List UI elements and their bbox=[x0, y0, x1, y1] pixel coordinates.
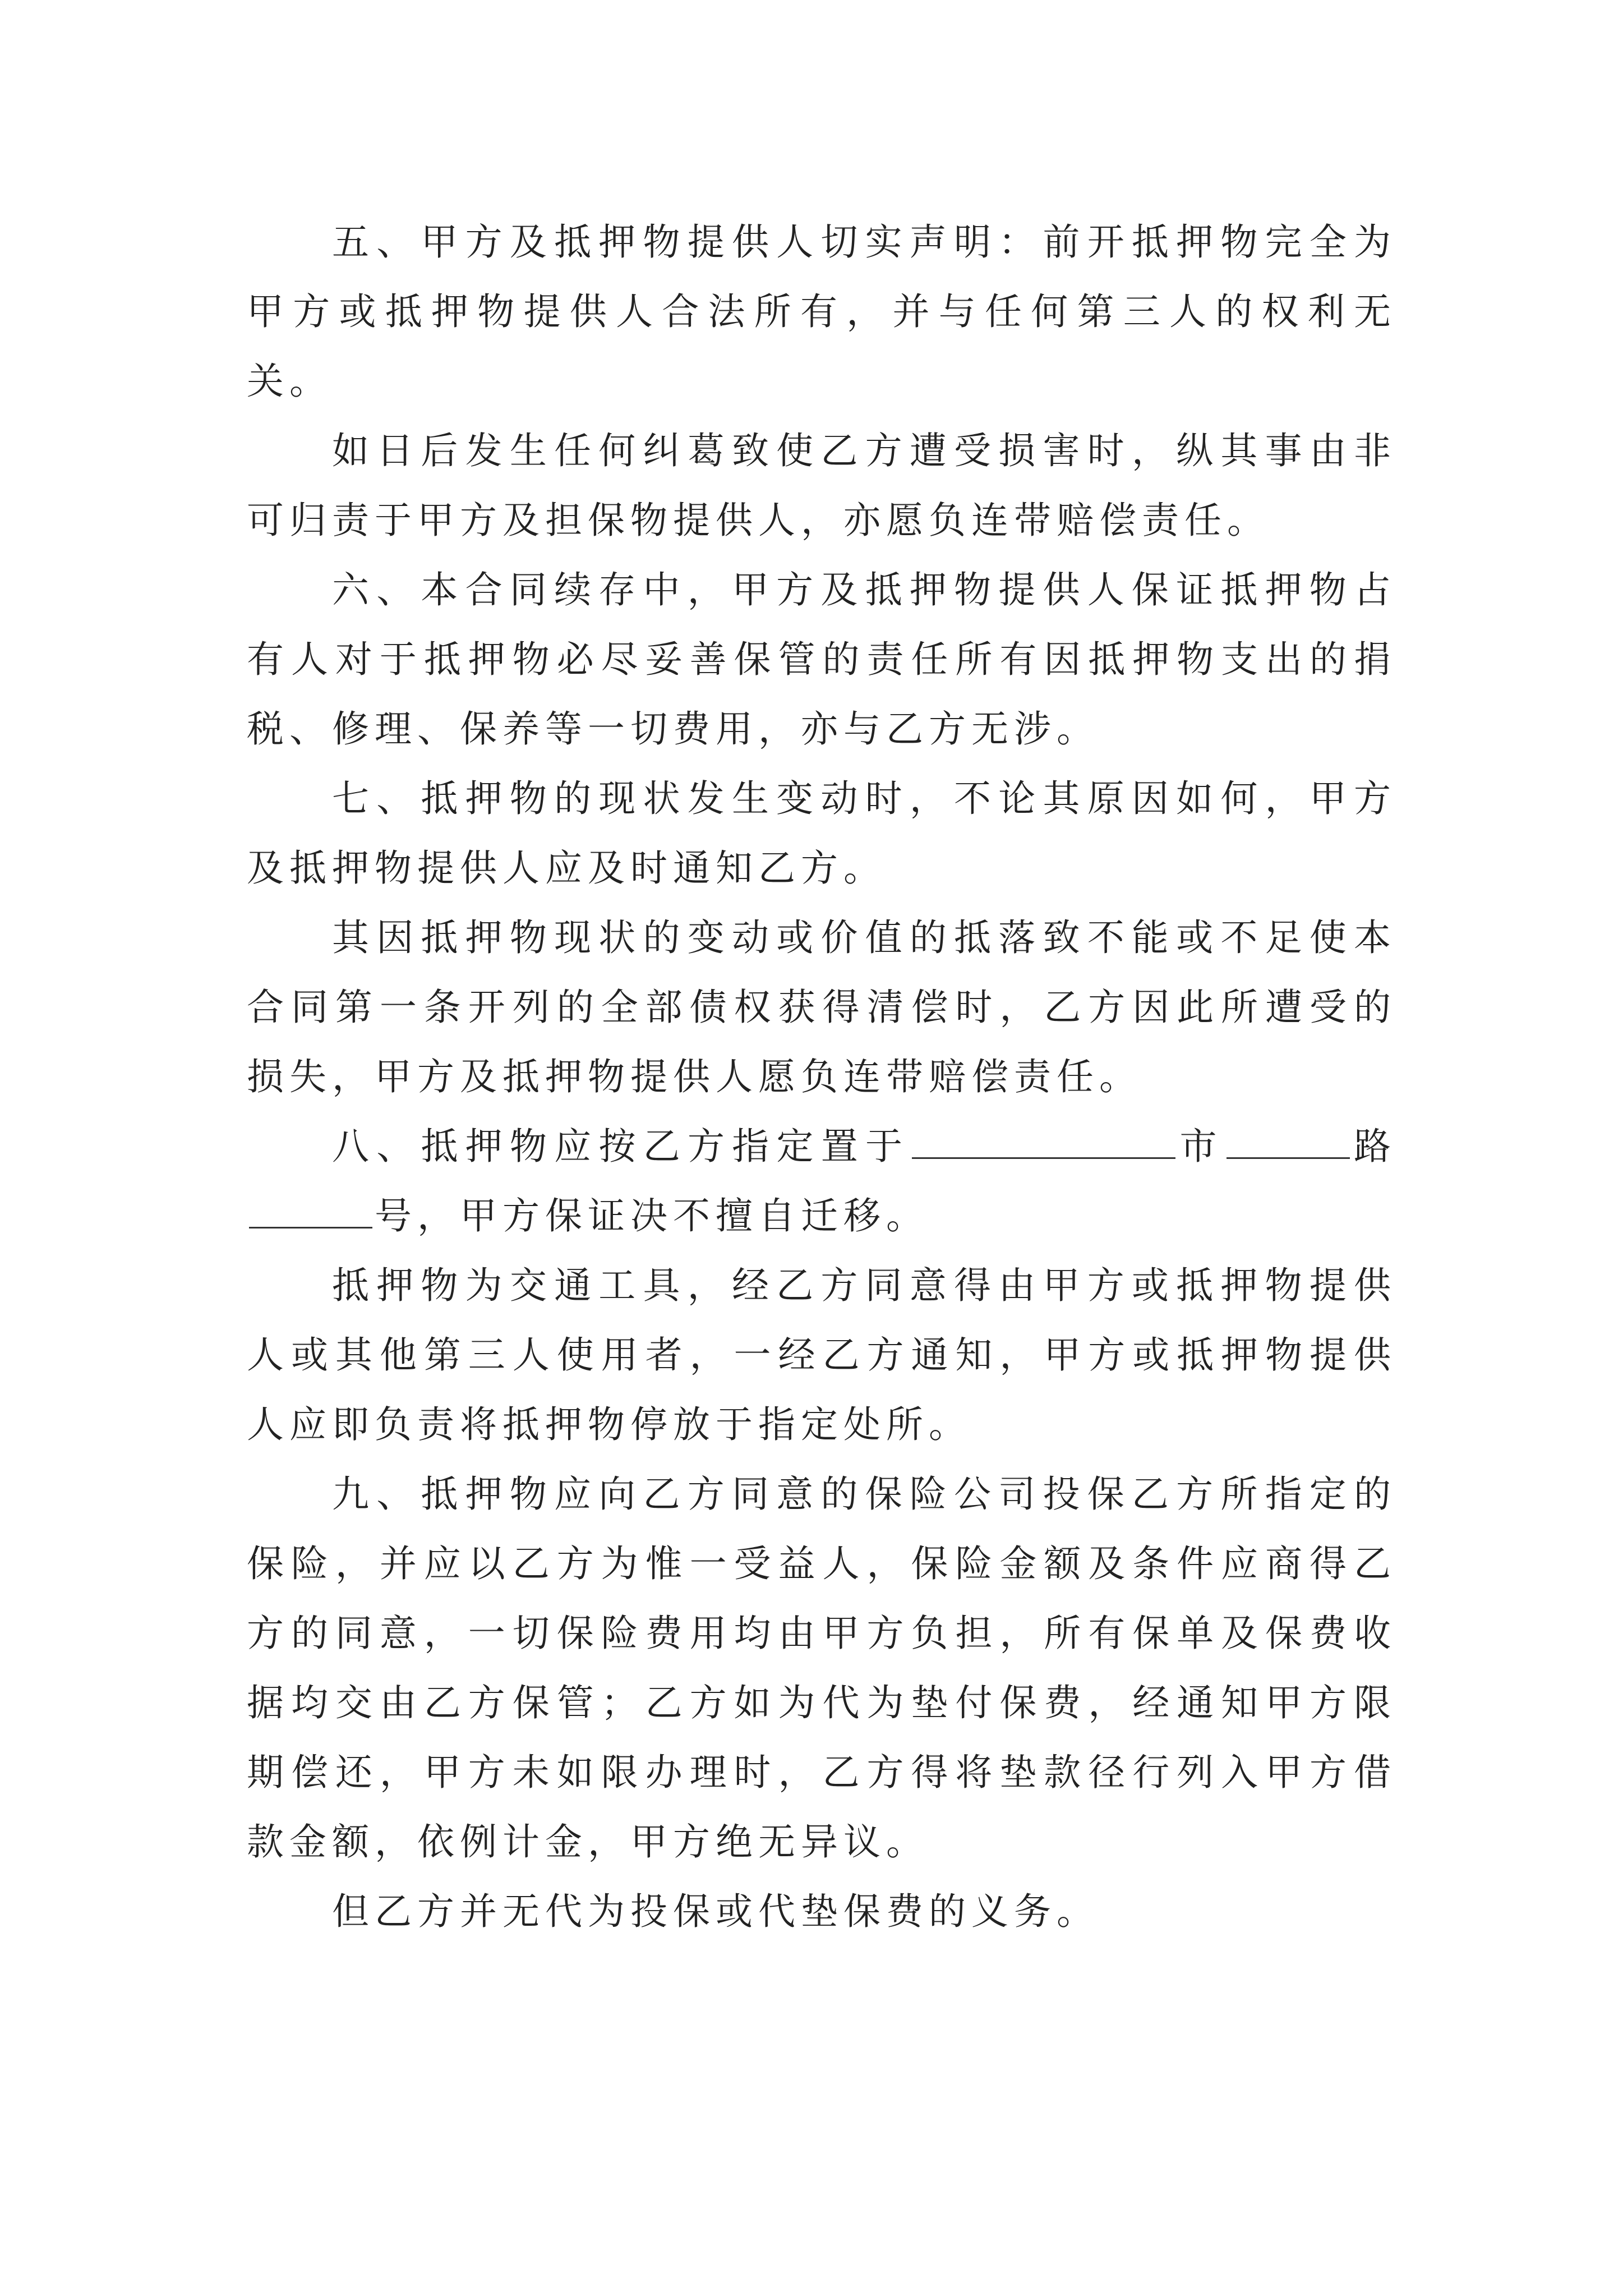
clause-8-vehicle: 抵押物为交通工具，经乙方同意得由甲方或抵押物提供人或其他第三人使用者，一经乙方通知，甲方或抵押物提供人应即负责将抵押物停放于指定处所。 bbox=[247, 1264, 1396, 1446]
city-blank bbox=[912, 1124, 1175, 1159]
clause-8-text-3: 路 bbox=[1352, 1125, 1396, 1168]
number-blank bbox=[249, 1193, 372, 1228]
clause-5-liability: 如日后发生任何纠葛致使乙方遭受损害时，纵其事由非可归责于甲方及担保物提供人，亦愿负连带赔偿责任。 bbox=[247, 429, 1396, 542]
clause-8-text-4: 号，甲方保证决不擅自迁移。 bbox=[375, 1194, 929, 1237]
clause-8-text-2: 市 bbox=[1178, 1125, 1224, 1168]
clause-8-location bbox=[247, 1112, 1396, 1251]
document-body bbox=[247, 208, 1396, 1947]
clause-7-compensation: 其因抵押物现状的变动或价值的抵落致不能或不足使本合同第一条开列的全部债权获得清偿时，乙方因此所遭受的损失，甲方及抵押物提供人愿负连带赔偿责任。 bbox=[247, 916, 1396, 1098]
clause-9-insurance: 九、抵押物应向乙方同意的保险公司投保乙方所指定的保险，并应以乙方为惟一受益人，保险金额及条件应商得乙方的同意，一切保险费用均由甲方负担，所有保单及保费收据均交由乙方保管；乙方如为代为垫付保费，经通知甲方限期偿还，甲方未如限办理时，乙方得将垫款径行列入甲方借款金额，依例计金，甲方绝无异议。 bbox=[247, 1473, 1396, 1864]
clause-6-custody: 六、本合同续存中，甲方及抵押物提供人保证抵押物占有人对于抵押物必尽妥善保管的责任所有因抵押物支出的捐税、修理、保养等一切费用，亦与乙方无涉。 bbox=[247, 568, 1396, 751]
clause-9-no-obligation: 但乙方并无代为投保或代垫保费的义务。 bbox=[332, 1890, 1099, 1933]
clause-8-text-1: 八、抵押物应按乙方指定置于 bbox=[332, 1125, 910, 1168]
road-blank bbox=[1227, 1124, 1350, 1159]
clause-5-declaration: 五、甲方及抵押物提供人切实声明：前开抵押物完全为甲方或抵押物提供人合法所有，并与任何第三人的权利无关。 bbox=[247, 220, 1396, 403]
clause-7-notice: 七、抵押物的现状发生变动时，不论其原因如何，甲方及抵押物提供人应及时通知乙方。 bbox=[247, 777, 1396, 890]
